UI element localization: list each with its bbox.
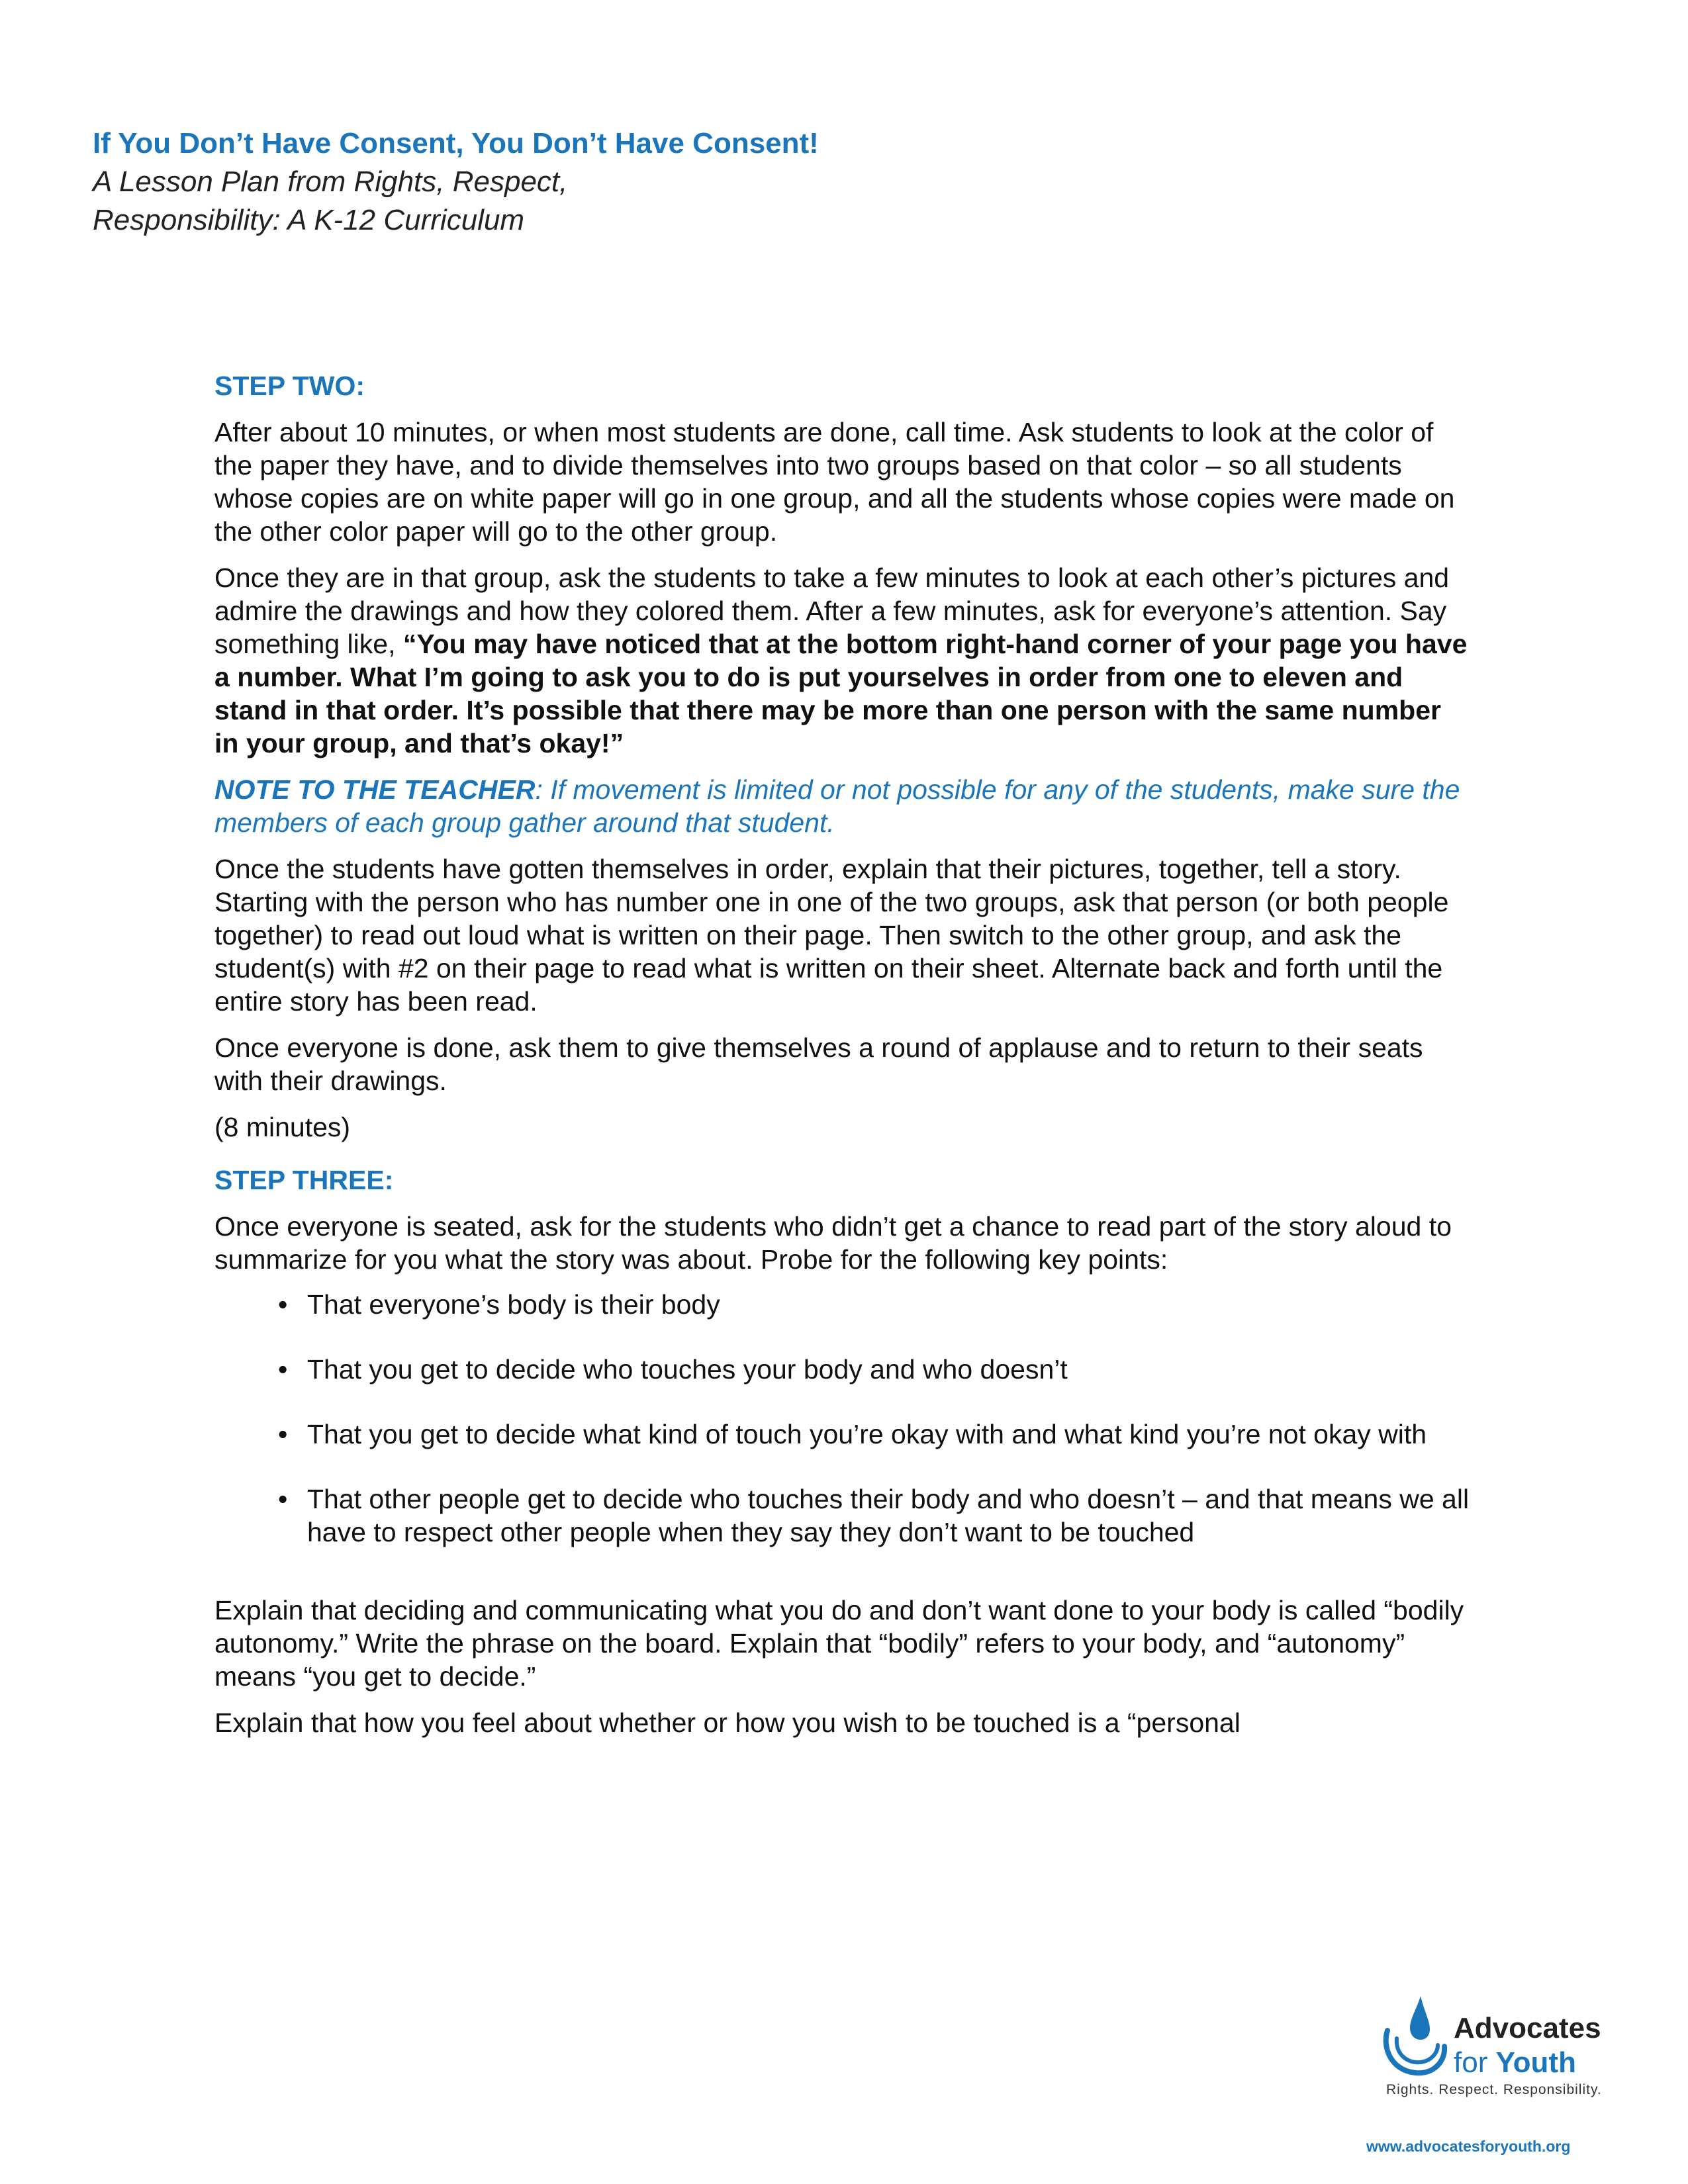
water-drop-icon bbox=[1377, 1992, 1450, 2085]
document-subtitle-line-1: A Lesson Plan from Rights, Respect, bbox=[93, 165, 568, 198]
logo-wordmark-line-2 bbox=[1454, 2046, 1576, 2079]
list-item-text: That everyone’s body is their body bbox=[307, 1289, 720, 1320]
step-three-paragraph-3: Explain that how you feel about whether or how you wish to be touched is a “personal bbox=[214, 1707, 1241, 1738]
key-points-list bbox=[214, 1288, 1472, 1549]
step-three-paragraph-2: Explain that deciding and communicating what you do and don’t want done to your body is called “bodily autonomy.” Write the phrase on the board. Explain that “bodily” refers to your body, and “autonomy” means “you get to decide.” bbox=[214, 1595, 1464, 1692]
list-item bbox=[214, 1353, 1472, 1386]
document-header bbox=[93, 124, 819, 240]
step-two-duration: (8 minutes) bbox=[214, 1112, 351, 1142]
step-three-paragraph-1: Once everyone is seated, ask for the students who didn’t get a chance to read part of the story aloud to summarize for you what the story was about. Probe for the following key points: bbox=[214, 1211, 1452, 1275]
list-item-text: That you get to decide what kind of touch you’re okay with and what kind you’re not okay with bbox=[307, 1419, 1427, 1449]
bullet-marker: • bbox=[278, 1419, 288, 1449]
teacher-note-label: NOTE TO THE TEACHER bbox=[214, 774, 536, 805]
bullet-marker: • bbox=[278, 1354, 288, 1385]
step-three-heading: STEP THREE: bbox=[214, 1165, 394, 1195]
bullet-marker: • bbox=[278, 1289, 288, 1320]
logo-wordmark-prefix: for bbox=[1454, 2046, 1496, 2079]
step-two-paragraph-2-text: Once they are in that group, ask the students to take a few minutes to look at each other’s pictures and admire the drawings and how they colored them. After a few minutes, ask for everyone’s attention. Say something like, bbox=[214, 563, 1450, 659]
list-item bbox=[214, 1482, 1472, 1549]
list-item-text: That other people get to decide who touches their body and who doesn’t – and that means we all have to respect other people when they say they don’t want to be touched bbox=[307, 1484, 1470, 1547]
website-link[interactable]: www.advocatesforyouth.org bbox=[1366, 2138, 1571, 2155]
step-two-paragraph-4: Once everyone is done, ask them to give themselves a round of applause and to return to their seats with their drawings. bbox=[214, 1032, 1423, 1096]
list-item-text: That you get to decide who touches your body and who doesn’t bbox=[307, 1354, 1068, 1385]
step-two-paragraph-2 bbox=[214, 561, 1472, 760]
list-item bbox=[214, 1418, 1472, 1451]
logo-tagline: Rights. Respect. Responsibility. bbox=[1386, 2082, 1602, 2097]
step-two-paragraph-3: Once the students have gotten themselves in order, explain that their pictures, together, tell a story. Starting with the person who has number one in one of the two groups, ask that person (or both people together) to read out loud what is written on their page. Then switch to the other group, and ask the student(s) with #2 on their page to read what is written on their sheet. Alternate back and forth until the entire story has been read. bbox=[214, 854, 1449, 1017]
list-item bbox=[214, 1288, 1472, 1321]
lesson-content bbox=[214, 369, 1472, 1739]
step-two-heading: STEP TWO: bbox=[214, 371, 365, 401]
teacher-note bbox=[214, 773, 1472, 839]
advocates-for-youth-logo bbox=[1377, 1992, 1615, 2098]
bullet-marker: • bbox=[278, 1484, 288, 1514]
logo-wordmark-youth: Youth bbox=[1495, 2046, 1576, 2079]
teacher-note-text: : If movement is limited or not possible for any of the students, make sure the members of each group gather around that student. bbox=[214, 774, 1460, 838]
logo-wordmark-line-1: Advocates bbox=[1454, 2012, 1601, 2044]
teacher-script-quote: “You may have noticed that at the bottom right-hand corner of your page you have a number. What I’m going to ask you to do is put yourselves in order from one to eleven and stand in that order. It’s possible that there may be more than one person with the same number in your group, and that’s okay!” bbox=[214, 629, 1468, 758]
step-two-paragraph-1: After about 10 minutes, or when most students are done, call time. Ask students to look at the color of the paper they have, and to divide themselves into two groups based on that color – so all students whose copies are on white paper will go in one group, and all the students whose copies were made on the other color paper will go to the other group. bbox=[214, 417, 1455, 547]
document-subtitle-line-2: Responsibility: A K-12 Curriculum bbox=[93, 204, 525, 236]
document-title: If You Don’t Have Consent, You Don’t Have Consent! bbox=[93, 127, 819, 159]
